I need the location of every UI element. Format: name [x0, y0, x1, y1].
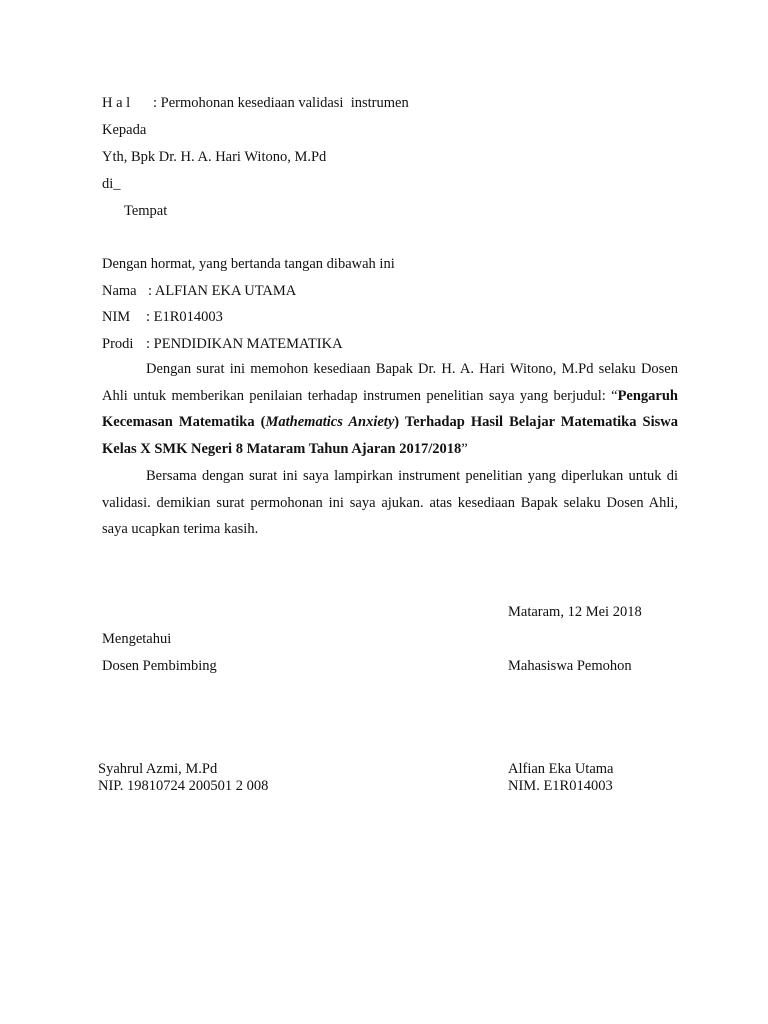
subject-value: : Permohonan kesediaan validasi instrumen — [153, 95, 409, 111]
closing-quote: ” — [461, 440, 468, 457]
request-paragraph — [102, 356, 678, 462]
mengetahui-label: Mengetahui — [102, 631, 172, 647]
subject-label: H a l — [102, 95, 131, 111]
prodi-label: Prodi — [102, 336, 134, 352]
greeting: Dengan hormat, yang bertanda tangan dibawah ini — [102, 256, 395, 272]
right-signatory-nim: NIM. E1R014003 — [508, 778, 613, 794]
left-signatory-name: Syahrul Azmi, M.Pd — [98, 761, 218, 777]
nama-label: Nama — [102, 283, 137, 299]
kepada-label: Kepada — [102, 122, 147, 138]
recipient-di: di_ — [102, 176, 121, 192]
left-signatory-role: Dosen Pembimbing — [102, 658, 217, 674]
request-text: Dengan surat ini memohon kesediaan Bapak Dr. H. A. Hari Witono, M.Pd selaku Dosen Ahli untuk memberikan penilaian terhadap instrumen penelitian saya yang berjudul: “ — [102, 361, 678, 404]
right-signatory-name: Alfian Eka Utama — [508, 761, 614, 777]
attachment-text: Bersama dengan surat ini saya lampirkan instrument penelitian yang diperlukan untuk di validasi. demikian surat permohonan ini saya ajukan. atas kesediaan Bapak selaku Dosen Ahli, saya ucapkan terima kasih. — [102, 468, 678, 538]
right-signatory-role: Mahasiswa Pemohon — [508, 658, 632, 674]
research-title-part2: ) Terhadap Hasil Belajar Matematika Siswa Kelas X SMK Negeri 8 Mataram Tahun Ajaran 2017/2018 — [102, 414, 678, 457]
recipient-place: Tempat — [124, 203, 168, 219]
left-signatory-nip: NIP. 19810724 200501 2 008 — [98, 778, 269, 794]
nim-label: NIM — [102, 309, 131, 325]
nim-value: : E1R014003 — [146, 309, 223, 325]
research-title-italic: Mathematics Anxiety — [265, 414, 395, 431]
attachment-paragraph — [102, 463, 678, 543]
prodi-value: : PENDIDIKAN MATEMATIKA — [146, 336, 343, 352]
place-date: Mataram, 12 Mei 2018 — [508, 604, 642, 620]
nama-value: : ALFIAN EKA UTAMA — [148, 283, 297, 299]
research-title-part1: Pengaruh Kecemasan Matematika ( — [102, 387, 678, 431]
recipient-name: Yth, Bpk Dr. H. A. Hari Witono, M.Pd — [102, 149, 327, 165]
